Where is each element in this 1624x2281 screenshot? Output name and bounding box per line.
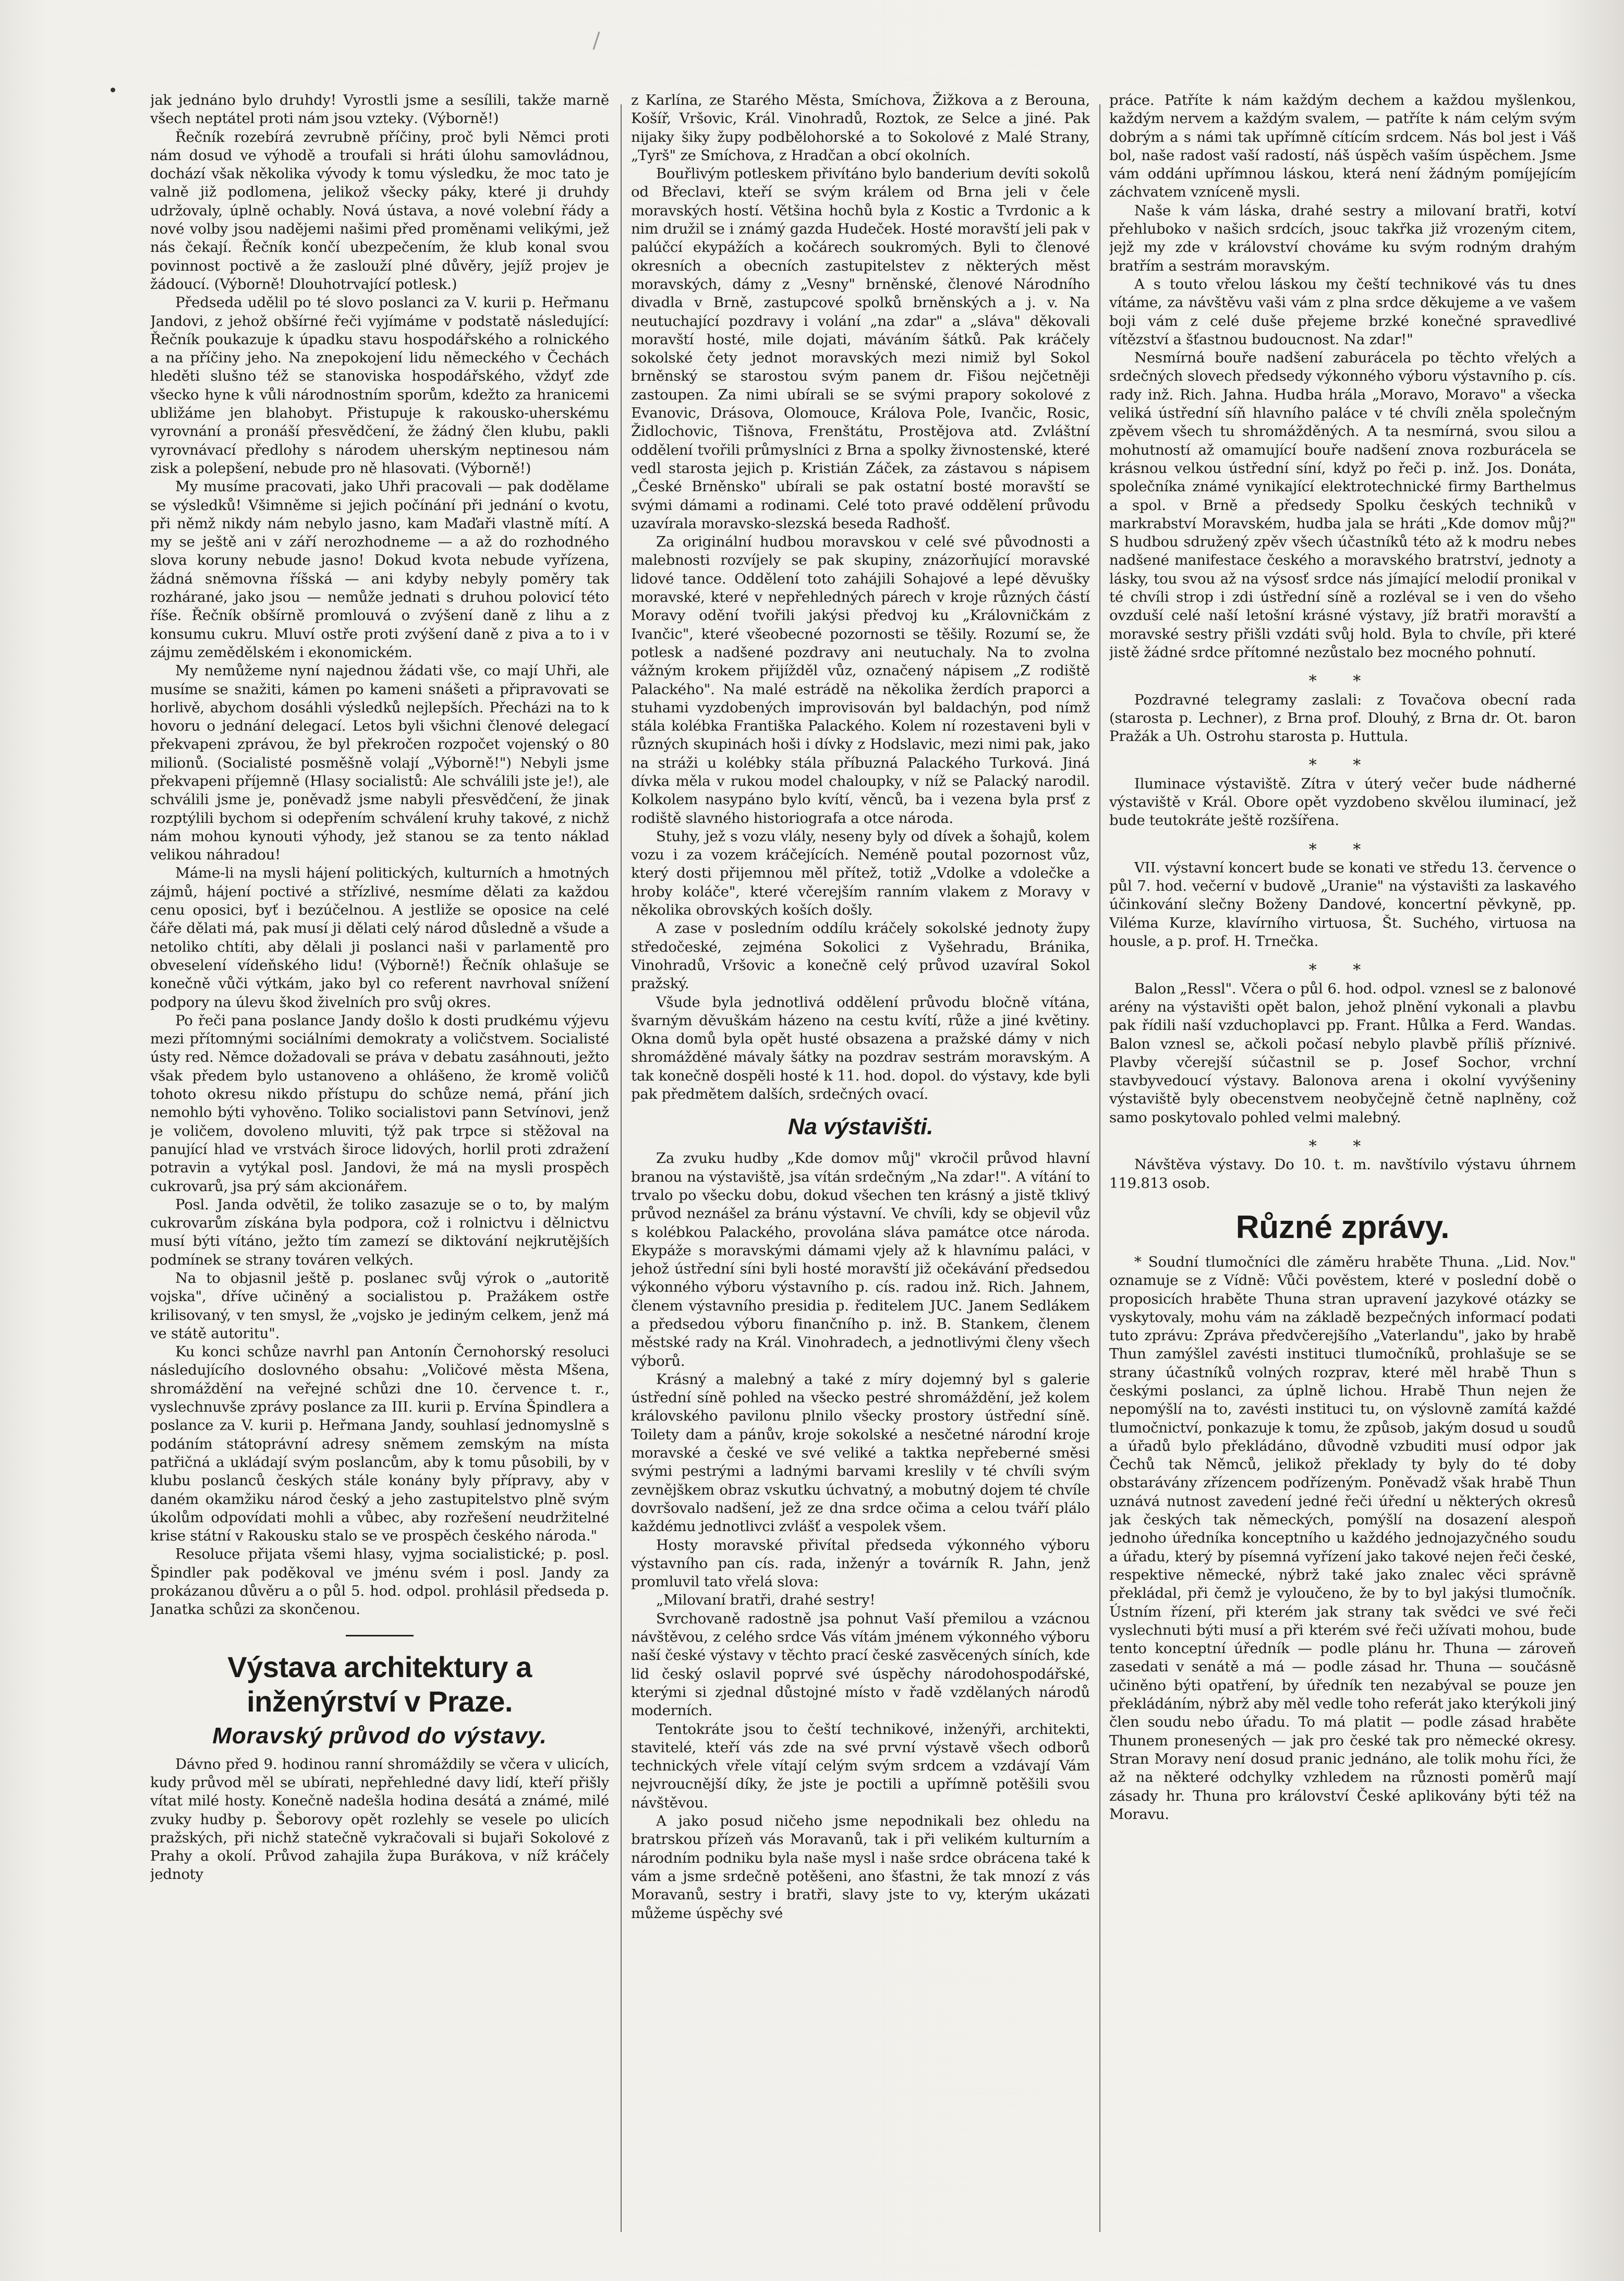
- paragraph: Dávno před 9. hodinou ranní shromáždily se včera v ulicích, kudy průvod měl se ubírati, nepřehledné davy lidí, kteří přišly vítat milé hosty. Konečně nadešla hodina desátá a známé, milé zvuky hudby p. Šeborovy opět rozlehly se vesele po ulicích pražských, při nichž statečně vykračovali si bujaři Sokolové z Prahy a okolí. Průvod zahajila župa Burákova, v níž kráčely jednoty: [150, 1755, 609, 1883]
- column-1: [150, 91, 609, 2255]
- paragraph: z Karlína, ze Starého Města, Smíchova, Žižkova a z Berouna, Košíř, Vršovic, Král. Vinohradů, Roztok, ze Selce a jiné. Pak nijaky šiky župy podbělohorské a to Sokolové z Malé Strany, „Tyrš" ze Smíchova, z Hradčan a obcí okolních.: [631, 92, 1090, 164]
- paragraph: Bouřlivým potleskem přivítáno bylo banderium devíti sokolů od Břeclavi, kteří se svým králem od Brna jeli v čele moravských hostí. Většina hochů byla z Kostic a Tvrdonic a k nim družil se i známý gazda Hudeček. Hosté moravští jeli pak v palúčcí ekypážích a kočárech soukromých. Byli to členové okresních a obecních zastupitelstev z některých měst moravských, dámy z „Vesny" brněnské, členové Národního divadla v Brně, zastupcové spolků brněnských a j. v. Na neutuchající pozdravy i volání „na zdar" a „sláva" děkovali moravští hosté, mile dojati, máváním šátků. Pak kráčely sokolské čety jednot moravských mezi nimiž byl Sokol brněnský se starostou svým panem dr. Fišou nejčetněji zastoupen. Za nimi ubírali se se svými prapory sokolové z Evanovic, Drásova, Olomouce, Králova Pole, Ivančic, Rosic, Židlochovic, Tišnova, Frenštátu, Prostějova atd. Zvláštní oddělení tvořili průmyslníci z Brna a spolky živnostenské, které vedl starosta jejich p. Kristián Záček, za zástavou s nápisem „České Brněnsko" ubírali se pak ostatní bosté moravští se svými dámami a rodinami. Celé toto pravé oddělení průvodu uzavírala moravsko-slezská beseda Radhošť.: [631, 165, 1090, 532]
- balloon-note: Balon „Ressl". Včera o půl 6. hod. odpol. vznesl se z balonové arény na výstavišti opět balon, jehož plnění vykonali a plavbu pak řídili naší vzduchoplavci pp. Frant. Hůlka a Ferd. Wandas. Balon vznesl se, ačkoli počasí nebylo plavbě příliš příznivé. Plavby včerejší súčastnil se p. Josef Sochor, vrchní stavbyvedoucí výstavy. Balonova arena i okolní vyvýšeniny výstaviště byly obecenstvem neobyčejně četně naplněny, což samo poskytovalo pohled velmi malebný.: [1109, 980, 1576, 1126]
- paragraph: Máme-li na mysli hájení politických, kulturních a hmotných zájmů, hájení poctivé a střízlivé, nesmíme dělati za každou cenu oposici, byť i bezúčelnou. A jestliže se oposice na celé čáře dělati má, pak musí ji dělati celý národ důsledně a všude a netoliko chtíti, aby dělali ji poslanci naši v parlamentě pro obveselení vídeňského lidu! (Výborně!) Řečník ohlašuje se konečně vůči výtkám, jako byl co referent navrhoval snížení podpory na úlevu škod živelních pro svůj okres.: [150, 865, 609, 1011]
- paragraph: Za zvuku hudby „Kde domov můj" vkročil průvod hlavní branou na výstaviště, jsa vítán srdečným „Na zdar!". A vítání to trvalo po všecku dobu, dokud všechen ten krásný a jistě tklivý průvod neznášel za bránu výstavní. Ve chvíli, kdy se objevil vůz s kolébkou Palackého, provolána sláva památce otce národa. Ekypáže s moravskými dámami vjely až k hlavnímu paláci, v jehož ústřední síni byli hosté moravští již očekávání předsedou výkonného výboru výstavního p. cís. radou inž. Rich. Jahnem, členem výstavního presidia p. ředitelem JUC. Janem Sedlákem a předsedou výboru finančního p. inž. B. Stankem, členem městské rady na Král. Vinohradech, a jednotlivými členy všech výborů.: [631, 1150, 1090, 1369]
- paragraph: Resoluce přijata všemi hlasy, vyjma socialistické; p. posl. Špindler pak poděkoval ve jménu svém i posl. Jandy za prokázanou důvěru a o půl 5. hod. odpol. prohlásil předseda p. Janatka schůzi za skončenou.: [150, 1546, 609, 1618]
- attendance-note: Návštěva výstavy. Do 10. t. m. navštívilo výstavu úhrnem 119.813 osob.: [1109, 1156, 1576, 1192]
- paragraph: Naše k vám láska, drahé sestry a milovaní bratři, kotví přehluboko v našich srdcích, jsouc takřka již vrozeným citem, jejž my zde v království chováme ku svým rodným drahým bratřím a sestrám moravským.: [1109, 202, 1576, 274]
- paragraph: Krásný a malebný a také z míry dojemný byl s galerie ústřední síně pohled na všecko pestré shromáždění, jež kolem královského pavilonu plnilo všecky prostory ústřední síně. Toilety dam a pánův, kroje sokolské a nesčetné národní kroje moravské a české ve své veliké a taktka nepřeberné směsi svými pestrými a ladnými barvami kreslily v té chvíli svým zevnějškem obraz vskutku úchvatný, a mobutný dojem té chvíle dovršovalo nadšení, jež ze dna srdce očima a celou tváří plálo každému jednotlivci zvlášť a vespolek všem.: [631, 1370, 1090, 1535]
- illumination-note: Iluminace výstaviště. Zítra v úterý večer bude nádherné výstaviště v Král. Obore opět vyzdobeno skvělou iluminací, jež bude teutokráte ještě rozšířena.: [1109, 775, 1576, 829]
- section-stars: ⁎ ⁎: [1308, 835, 1377, 854]
- paragraph: Nesmírná bouře nadšení zaburácela po těchto vřelých a srdečných slovech předsedy výkonného výboru výstavního p. cís. rady inž. Rich. Jahna. Hudba hrála „Moravo, Moravo" a všecka veliká ústřední síň hlavního paláce v té chvíli zněla společným zpěvem všech tu shromážděných. A ta nesmírná, svou silou a mohutností až omamující bouře nadšení znova rozburácela se krásnou velkou ústřední síní, když po řeči p. inž. Jos. Donáta, společníka známé vynikající elektrotechnické firmy Barthelmus a spol. v Brně a předsedy Spolku českých techniků v markrabství Moravském, hudba jala se hráti „Kde domov můj?" S hudbou sdružený zpěv všech účastníků této až k modru nebes nadšené manifestace českého a moravského bratrství, jednoty a lásky, tou svou až na výsosť srdce nás jímající melodií pronikal v té chvíli strop i zdi ústřední síně a rozléval se i ven do všeho ovzduší celé naší letošní krásné výstavy, jíž bratři moravští a moravské sestry přišli vzdáti svůj hold. Byla to chvíle, při které jistě žádné srdce přítomné nezůstalo bez mocného pohnutí.: [1109, 349, 1576, 661]
- paragraph: Za originální hudbou moravskou v celé své původnosti a malebnosti rozvíjely se pak skupiny, znázorňující moravské lidové tance. Oddělení toto zahájili Sohajové a lepé děvušky moravské, které v nepřehledných párech v kroje různých částí Moravy odění tvořili jakýsi předvoj ku „Královničkám z Ivančic", které všeobecné pozornosti se těšily. Rozumí se, že potlesk a nadšené pozdravy ani neutuchaly. Na to zvolna vážným krokem přijížděl vůz, označený nápisem „Z rodiště Palackého". Na malé estrádě na několika žerdích praporci a stuhami vyzdobených improvisován byl baldachýn, pod nímž stála kolébka Františka Palackého. Kolem ní rozestaveni byli v různých skupinách hoši i dívky z Hodslavic, mezi nimi pak, jako na stráži u kolébky stála příbuzná Palackého Turková. Jiná dívka měla v rukou model chaloupky, v níž se Palacký narodil. Kolkolem nasypáno bylo kvítí, věnců, ba i vezena byla prsť z rodiště slavného historiografa a otce národa.: [631, 533, 1090, 827]
- ink-dot: [111, 88, 115, 92]
- paragraph: A zase v posledním oddílu kráčely sokolské jednoty župy středočeské, zejména Sokolici z Vyšehradu, Bránika, Vinohradů, Vršovic a konečně celý průvod uzavíral Sokol pražský.: [631, 920, 1090, 992]
- pencil-tick-mark: [593, 31, 600, 50]
- column-divider: [1099, 104, 1100, 2232]
- paragraph: Hosty moravské přivítal předseda výkonného výboru výstavního pan cís. rada, inženýr a továrník R. Jahn, jenž promluvil tato vřelá slova:: [631, 1536, 1090, 1591]
- paragraph: A jako posud ničeho jsme nepodnikali bez ohledu na bratrskou přízeň vás Moravanů, tak i při velikém kulturním a národním podniku byla naše mysl i naše srdce obrácena také k vám a jsme srdečně potěšeni, ano šťastni, že tak mnozí z vás Moravanů, sestry i bratři, slavy jste to vy, kterým ukázati můžeme úspěchy své: [631, 1813, 1090, 1922]
- section-heading: Na výstavišti.: [787, 1114, 934, 1140]
- paragraph: Svrchovaně radostně jsa pohnut Vaší přemilou a vzácnou návštěvou, z celého srdce Vás vítám jménem výkonného výboru naší české výstavy v těchto prací české zasvěcených síních, kde lid český oslavil poprvé své úspěchy národohospodářské, kterými si zjednal důstojné místo v řadě vzdělaných národů moderních.: [631, 1610, 1090, 1719]
- column-2: [631, 91, 1090, 2255]
- section-stars: ⁎ ⁎: [1308, 667, 1377, 686]
- paragraph: Stuhy, jež s vozu vlály, neseny byly od dívek a šohajů, kolem vozu i za vozem kráčejících. Neméně poutal pozornost vůz, který dosti přijemnou měl přítež, totiž „Vdolke a vdolečke a hroby koláče", které včerejším ranním vlakem z Moravy v několika obrovských koších došly.: [631, 828, 1090, 919]
- article-headline: Výstava architektury a inženýrství v Praze.: [227, 1650, 532, 1718]
- concert-note: VII. výstavní koncert bude se konati ve středu 13. července o půl 7. hod. večerní v budově „Uranie" na výstavišti za laskavého účinkování slečny Boženy Dandové, koncertní pěvkyně, pp. Viléma Kurze, klavírního virtuosa, Št. Suchého, virtuosa na housle, a p. prof. H. Trnečka.: [1109, 859, 1576, 950]
- telegrams-note: Pozdravné telegramy zaslali: z Tovačova obecní rada (starosta p. Lechner), z Brna prof. Dlouhý, z Brna dr. Ot. baron Pražák a Uh. Ostrohu starosta p. Huttula.: [1109, 691, 1576, 745]
- paragraph: Tentokráte jsou to čeští technikové, inženýři, architekti, stavitelé, kteří vás zde na své první výstavě všech odborů technických vřele vítají celým svým srdcem a vzdávají Vám nejvroucnější díky, že jste je poctili a upřímně potěšili svou návštěvou.: [631, 1720, 1090, 1811]
- paragraph: My musíme pracovati, jako Uhři pracovali — pak dodělame se výsledků! Všimněme si jejich počínání při jednání o kvotu, při němž nikdy nám nebylo jasno, kam Maďaři vlastně mítí. A my se ještě ani v září nerozhodneme — a až do rozhodného slova koruny nebude jasno! Dokud kvota nebude vyřízena, žádná sněmovna říšská — ani kdyby nebyly poměry tak rozhárané, jako jsou — nemůže jednati s druhou polovicí této říše. Řečník obšírně promlouvá o zvýšení daně z lihu a z konsumu cukru. Mluví ostře proti zvýšení daně z piva a to i v zájmu zemědělském i ekonomickém.: [150, 478, 609, 661]
- paragraph: Po řeči pana poslance Jandy došlo k dosti prudkému výjevu mezi přítomnými sociálními demokraty a voličstvem. Socialisté ústy red. Němce dožadovali se práva v debatu zasáhnouti, ježto však předem bylo ustanoveno a ohlášeno, že kromě voličů tohoto okresu nikdo přístupu do schůze nemá, přání jich nemohlo býti vyhověno. Toliko socialistovi pann Setvínovi, jenž je voličem, dovoleno mluviti, týž pak trpce si stěžoval na panující hlad ve vrstvách široce lidových, horlil proti zdražení potravin a vytýkal posl. Jandovi, že má na mysli prospěch cukrovarů, jsa prý sám akcionářem.: [150, 1012, 609, 1195]
- paragraph: „Milovaní bratři, drahé sestry!: [656, 1592, 876, 1609]
- paragraph: A s touto vřelou láskou my čeští technikové vás tu dnes vítáme, za návštěvu vaši vám z plna srdce děkujeme a ve vašem boji vám z celé duše přejeme brzké konečné spravedlivé vítězství a šťastnou budoucnost. Na zdar!": [1109, 275, 1576, 348]
- section-stars: ⁎ ⁎: [1308, 1132, 1377, 1151]
- misc-news-heading: Různé zprávy.: [1235, 1209, 1450, 1245]
- column-divider: [621, 104, 622, 2232]
- separator-rule: [346, 1635, 414, 1636]
- paragraph: Všude byla jednotlivá oddělení průvodu bločně vítána, švarným děvuškám házeno na cestu kvítí, růže a jiné květiny. Okna domů byla opět husté obsazena a pražské dámy v nich shromážděné mávaly šátky na pozdrav sestrám moravským. A tak konečně dospěli hosté k 11. hod. dopol. do výstavy, kde byli pak předmětem dalších, srdečných ovací.: [631, 993, 1090, 1103]
- paragraph: Předseda udělil po té slovo poslanci za V. kurii p. Heřmanu Jandovi, z jehož obšírné řeči vyjímáme v podstatě následující: Řečník poukazuje k úpadku stavu hospodářského a rolnického a na příčiny jeho. Na znepokojení lidu německého v Čechách hleděti slušno též se stanoviska hospodářského, vždyť zde všecko hyne k vůli národnostním sporům, kdežto za hranicemi ubližáme jen blahobyt. Přistupuje k rakousko-uherskému vyrovnání a pronáší přesvědčení, že žádný člen klubu, pakli vyrovnávací předlohy s národem uherským neptinesou nám zisk a polepšení, nebude pro ně hlasovati. (Výborně!): [150, 294, 609, 477]
- paragraph: My nemůžeme nyní najednou žádati vše, co mají Uhři, ale musíme se snažiti, kámen po kameni snášeti a připravovati se horlivě, abychom dosáhli výsledků nejlepších. Přecházi na to k hovoru o jednání delegací. Letos byli všichni členové delegací překvapeni zprávou, že byl překročen rozpočet vojenský o 80 milionů. (Socialisté posměšně volají „Výborně!") Nebyli jsme překvapeni příjemně (Hlasy socialistů: Ale schválili jste je!), ale schválili jsme je, poněvadž jsme nabyli přesvědčení, že jinak rozptýlili bychom si odepřením schválení kruhy takové, z nichž nám mohou kynouti výhody, jež stanou se za tento náklad velikou náhradou!: [150, 662, 609, 864]
- section-stars: ⁎ ⁎: [1308, 751, 1377, 770]
- paragraph: Řečník rozebírá zevrubně příčiny, proč byli Němci proti nám dosud ve výhodě a troufali si hráti úlohu samovládnou, dochází však několika vývody k tomu výsledku, že moc tato je valně již podlomena, jelikož všecky páky, které ji druhdy udržovaly, úplně ochably. Nová ústava, a nové volební řády a nové volby jsou nadějemi našimi před proměnami velikými, jež nás čekají. Řečník končí ubezpečením, že klub konal svou povinnost poctivě a že zaslouží plné důvěry, jejíž projev je žádoucí. (Výborně! Dlouhotrvající potlesk.): [150, 128, 609, 293]
- paragraph: jak jednáno bylo druhdy! Vyrostli jsme a sesílili, takže marně všech neptátel proti nám jsou vztekу. (Výborně!): [150, 92, 609, 127]
- paragraph: Posl. Janda odvětil, že toliko zasazuje se o to, by malým cukrovarům získána byla podpora, což i rolnictvu i dělnictvu musí býti vítáno, ježto tím zamezí se diktování nejkrutějších podmínek se strany továren velkých.: [150, 1196, 609, 1268]
- paragraph: práce. Patříte k nám každým dechem a každou myšlenkou, každým nervem a každým svalem, — patříte k nám celým svým dobrým a s námi tak upřímně cítícím srdcem. Nás bol jest i Váš bol, naše radost vaší radostí, náš úspěch vaším úspěchem. Jsme vám oddáni upřímnou láskou, která není žádným pomíjejícím záchvatem vzníceně mysli.: [1109, 92, 1576, 201]
- paragraph: Ku konci schůze navrhl pan Antonín Černohorský resoluci následujícího doslovného obsahu: „Voličové města Mšena, shromáždění na veřejné schůzi dne 10. července t. r., vyslechnuvše zprávy poslance za III. kurii p. Ervína Špindlera a poslance za V. kurii p. Heřmana Jandy, souhlasí jednomyslně s podáním státoprávní adresy sněmem zemským na místa patřičná a ukládají svým poslancům, aby k tomu působili, by v klubu poslanců českých stále konány byly přípravy, aby v daném okamžiku národ český a jeho zastupitelstvo plně svým úkolům odpovídati mohli a vůbec, aby rozřešení neudržitelné krise státní v Rakousku stalo se ve prospěch českého národa.": [150, 1343, 609, 1545]
- column-3: [1109, 91, 1576, 2255]
- paragraph: * Soudní tlumočníci dle záměru hraběte Thuna. „Lid. Nov." oznamuje se z Vídně: Vůči pověstem, které v poslední době o proposicích hraběte Thuna stran upravení jazykové otázky se vyskytovaly, mohu vám na základě bezpečných informací podati tuto zprávu: Zpráva předvčerejšího „Vaterlandu", jako by hrabě Thun zamýšlel zavésti instituci tlumočníků, prohlašuje se se strany účastníků volných rozprav, které měl hrabě Thun s českými poslanci, za úplně lichou. Hrabě Thun nejen že nepomýšlí na to, zavésti instituci tu, on výslovně zamítá každé tlumočnictví, ponkazuje k tomu, že způsob, jakým dosud u soudů a úřadů bylo překládáno, důvodně vzbuditi musí odpor jak Čechů tak Němců, jelikož překlady ty byly do té doby obstarávány zřízencem podřízeným. Poněvadž však hrabě Thun uznává nutnost zavedení jedné řeči úřední u některých okresů jak českých tak německých, pomýšlí na dosazení alespoň jednoho úředníka konceptního u každého jednojazyčného soudu a úřadu, který by písemná vyřízení jako takové nejen řeči české, respektive německé, nýbrž také jako znalec věci správně překládal, při čemž je vyloučeno, že by to byl jakýsi tlumočník. Ústním řízení, při kterém jak strany tak svědci ve své řeči vyslechnuti býti musí a při kterém své řeči užívati mohou, bude tento konceptní úředník — podle plánu hr. Thuna — zároveň zasedati v senátě a má — podle zásad hr. Thuna — součásně učiněno býti opatření, by úředník ten nezabýval se pouze jen překládáním, nýbrž aby měl vedle toho referát jako kterýkoli jiný člen soudu nebo úřadu. To má platit — podle zásad hraběte Thunem pronesených — jak pro české tak pro německé okresy. Stran Moravy není dosud pranic jednáno, ale tolik mohu říci, že až na některé odchylky vzhledem na různosti poměrů mají zásady hr. Thuna pro království České aplikovány býti též na Moravu.: [1109, 1253, 1576, 1823]
- paragraph: Na to objasnil ještě p. poslanec svůj výrok o „autoritě vojska", dříve učiněný a socialistou p. Pražákem ostře krilisovaný, v ten smysl, že „vojsko je jediným celkem, jenž má ve státě autoritu".: [150, 1270, 609, 1342]
- section-stars: ⁎ ⁎: [1308, 956, 1377, 975]
- article-subheadline: Moravský průvod do výstavy.: [212, 1722, 547, 1749]
